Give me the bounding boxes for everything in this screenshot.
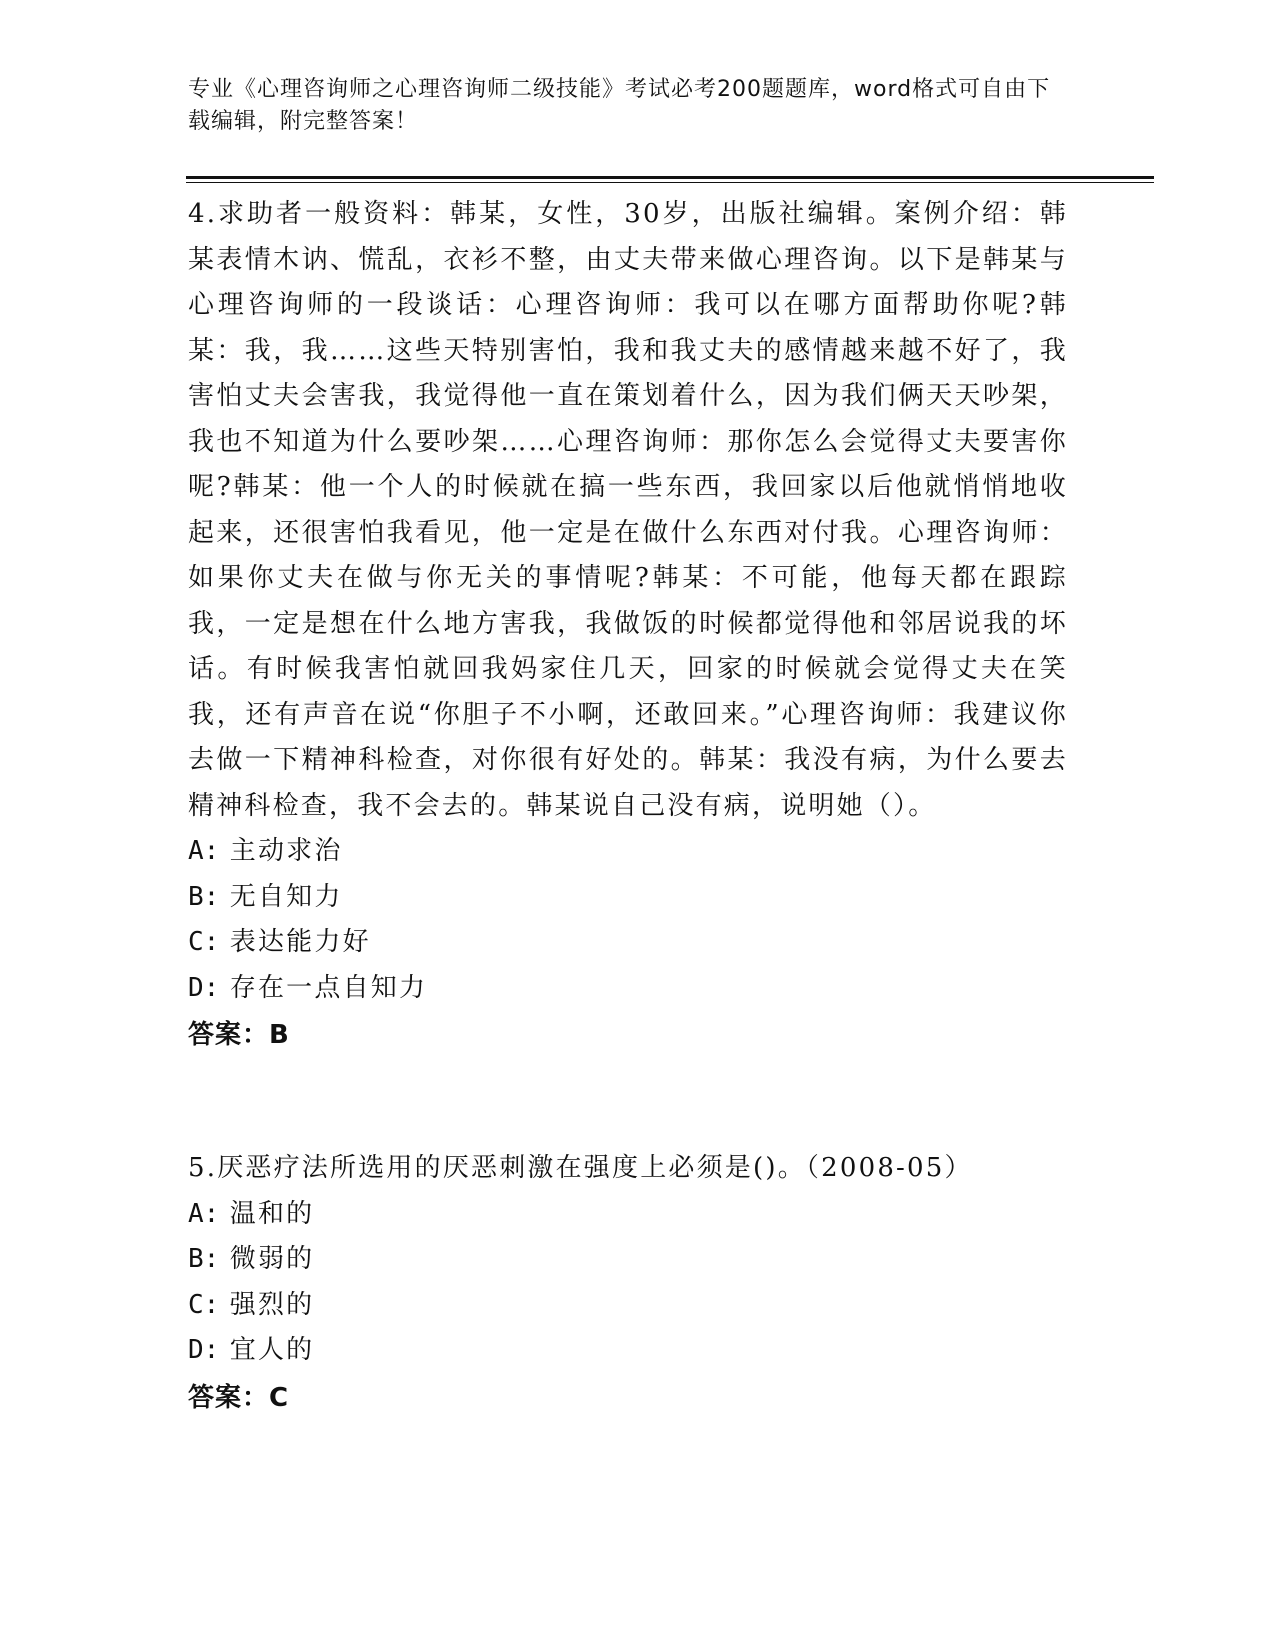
option-c	[188, 1283, 1068, 1329]
option-text: 温和的	[229, 1198, 315, 1229]
option-a	[188, 829, 1068, 875]
option-d	[188, 966, 1068, 1012]
option-letter: C:	[188, 927, 220, 957]
option-letter: B:	[188, 1244, 220, 1274]
option-letter: D:	[188, 972, 220, 1003]
option-letter: A:	[188, 1198, 220, 1229]
option-text: 主动求治	[229, 836, 343, 866]
question-4	[188, 192, 1068, 1059]
option-text: 表达能力好	[229, 927, 371, 957]
option-text: 宜人的	[229, 1335, 315, 1365]
option-text: 微弱的	[229, 1244, 315, 1274]
option-c	[188, 920, 1068, 966]
option-b	[188, 875, 1068, 921]
option-d	[188, 1328, 1068, 1374]
option-letter: B:	[188, 881, 220, 912]
option-letter: D:	[188, 1335, 220, 1365]
option-text: 无自知力	[229, 881, 343, 912]
question-stem: 4.求助者一般资料：韩某，女性，30岁，出版社编辑。案例介绍：韩某表情木讷、慌乱，衣衫不整，由丈夫带来做心理咨询。以下是韩某与心理咨询师的一段谈话：心理咨询师：我可以在哪方面帮助你呢?韩某：我，我……这些天特别害怕，我和我丈夫的感情越来越不好了，我害怕丈夫会害我，我觉得他一直在策划着什么，因为我们俩天天吵架，我也不知道为什么要吵架……心理咨询师：那你怎么会觉得丈夫要害你呢?韩某：他一个人的时候就在搞一些东西，我回家以后他就悄悄地收起来，还很害怕我看见，他一定是在做什么东西对付我。心理咨询师：如果你丈夫在做与你无关的事情呢?韩某：不可能，他每天都在跟踪我，一定是想在什么地方害我，我做饭的时候都觉得他和邻居说我的坏话。有时候我害怕就回我妈家住几天，回家的时候就会觉得丈夫在笑我，还有声音在说“你胆子不小啊，还敢回来。”心理咨询师：我建议你去做一下精神科检查，对你很有好处的。韩某：我没有病，为什么要去精神科检查，我不会去的。韩某说自己没有病，说明她（）。	[188, 199, 1068, 821]
answer-label: 答案：C	[188, 1382, 290, 1413]
option-letter: A:	[188, 836, 220, 866]
question-5	[188, 1146, 1068, 1421]
answer-label: 答案：B	[188, 1020, 290, 1050]
option-b	[188, 1237, 1068, 1283]
option-a	[188, 1192, 1068, 1238]
question-stem: 5.厌恶疗法所选用的厌恶刺激在强度上必须是()。（2008-05）	[188, 1153, 973, 1183]
header-divider-thick	[186, 176, 1154, 179]
option-text: 存在一点自知力	[229, 972, 428, 1003]
document-header: 专业《心理咨询师之心理咨询师二级技能》考试必考200题题库，word格式可自由下载编辑，附完整答案！	[188, 77, 1051, 134]
option-letter: C:	[188, 1289, 220, 1320]
header-divider-thin	[186, 182, 1154, 183]
option-text: 强烈的	[229, 1289, 315, 1320]
